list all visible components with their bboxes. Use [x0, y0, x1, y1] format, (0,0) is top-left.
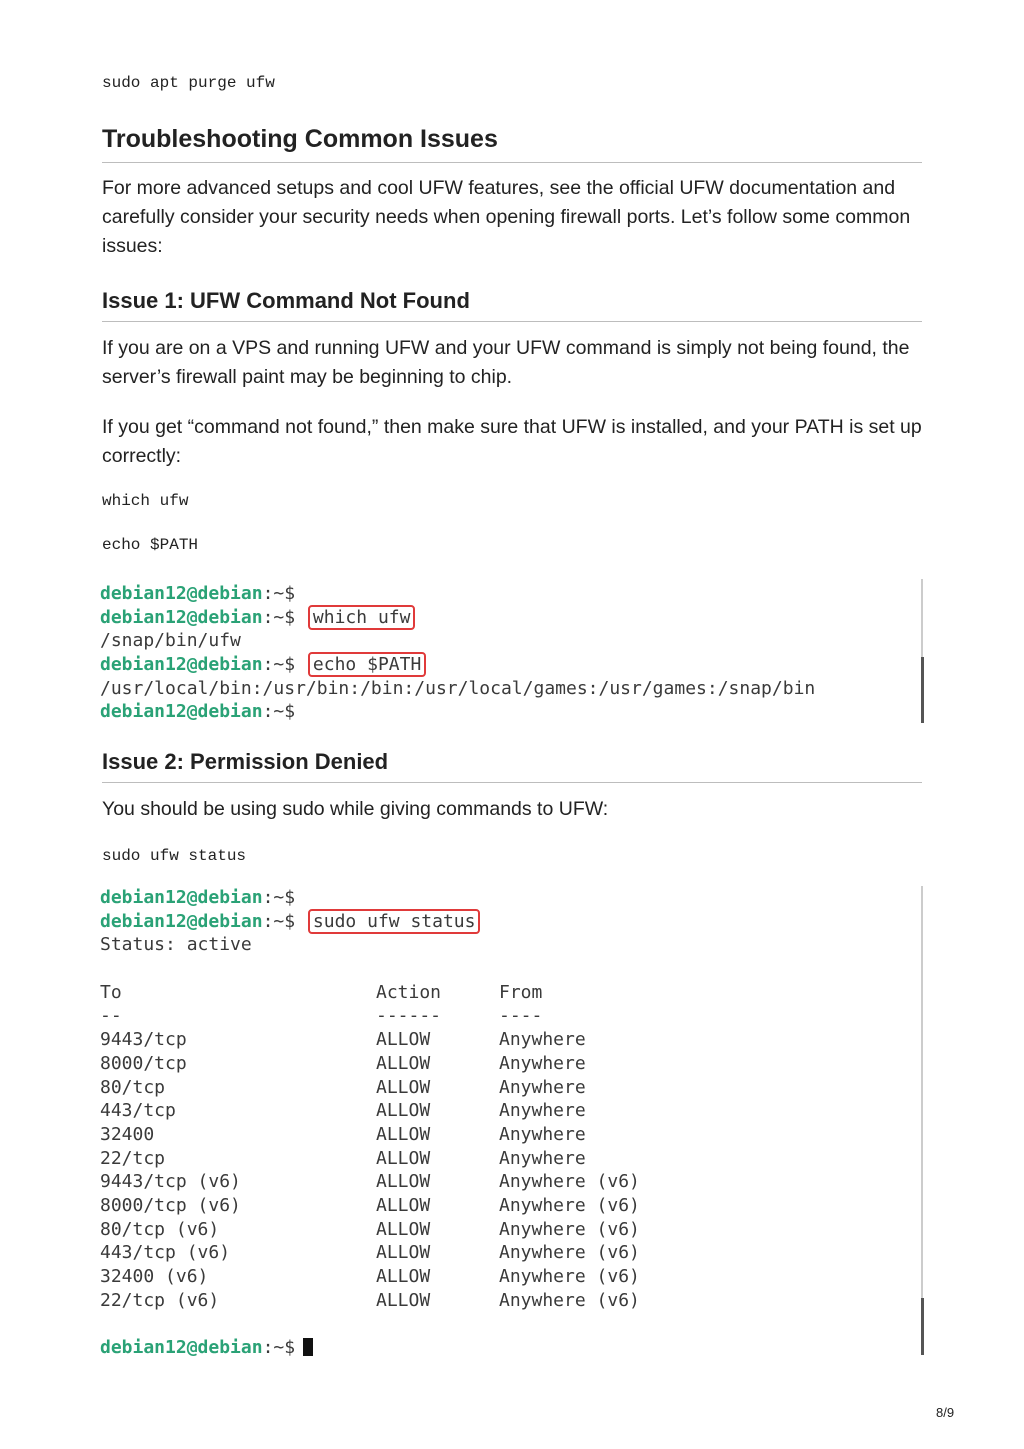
rule-action: ALLOW [376, 1266, 431, 1287]
rule-action: ALLOW [376, 1100, 431, 1122]
rule-from: Anywhere (v6) [499, 1289, 640, 1311]
terminal-line [100, 910, 921, 934]
purge-command: sudo apt purge ufw [102, 74, 275, 92]
prompt-user: debian12@debian [100, 583, 263, 604]
table-row [100, 1265, 921, 1289]
prompt-user: debian12@debian [100, 701, 263, 723]
terminal-line [100, 606, 921, 630]
rule-action: ALLOW [376, 1171, 431, 1193]
terminal-line [100, 1336, 921, 1360]
issue2-paragraph-1: You should be using sudo while giving commands to UFW: [102, 798, 609, 820]
section-title: Troubleshooting Common Issues [102, 125, 922, 163]
issue1-paragraph-1: If you are on a VPS and running UFW and your UFW command is simply not being found, the server’s firewall paint may be beginning to chip. [102, 337, 910, 388]
rule-to: 8000/tcp [100, 1052, 187, 1074]
rule-to: 22/tcp (v6) [100, 1289, 220, 1311]
rule-from: Anywhere [499, 1100, 586, 1122]
table-row [100, 1170, 921, 1194]
table-row [100, 1289, 921, 1313]
prompt-suffix: :~$ [262, 910, 296, 932]
sudo-ufw-status-command: sudo ufw status [102, 847, 247, 865]
rule-from: Anywhere [499, 1052, 586, 1074]
table-row [100, 1099, 921, 1123]
rule-from: Anywhere (v6) [499, 1218, 640, 1240]
prompt-user: debian12@debian [100, 910, 263, 932]
rule-from: Anywhere (v6) [499, 1171, 640, 1193]
terminal-line [100, 700, 921, 724]
rule-from: Anywhere [499, 1076, 586, 1098]
prompt-suffix: :~$ [262, 583, 296, 604]
table-row [100, 1218, 921, 1242]
intro-paragraph: For more advanced setups and cool UFW features, see the official UFW documentation and carefully consider your security needs when opening firewall ports. Let’s follow some common issues: [102, 177, 911, 257]
rules-table-body [100, 1028, 921, 1312]
rule-from: Anywhere [499, 1147, 586, 1169]
table-row [100, 1028, 921, 1052]
rule-action: ALLOW [376, 1242, 431, 1264]
divider-action: ------ [376, 1005, 442, 1027]
prompt-suffix: :~$ [262, 1337, 296, 1359]
rule-from: Anywhere [499, 1123, 586, 1145]
which-ufw-command: which ufw [102, 492, 189, 510]
rule-from: Anywhere (v6) [499, 1242, 640, 1264]
terminal-output: /usr/local/bin:/usr/bin:/bin:/usr/local/games:/usr/games:/snap/bin [100, 677, 816, 699]
rule-action: ALLOW [376, 1029, 431, 1051]
rule-to: 80/tcp [100, 1076, 166, 1098]
terminal-cursor [303, 1338, 313, 1356]
rule-action: ALLOW [376, 1218, 431, 1240]
rule-to: 80/tcp (v6) [100, 1218, 220, 1240]
status-output: Status: active [100, 934, 252, 956]
rule-to: 32400 (v6) [100, 1266, 209, 1287]
header-to: To [100, 981, 122, 1003]
prompt-suffix: :~$ [262, 701, 296, 723]
divider-from: ---- [499, 1005, 543, 1027]
page-number: 8/9 [936, 1405, 955, 1420]
issue1-paragraph-2: If you get “command not found,” then make sure that UFW is installed, and your PATH is set up correctly: [102, 416, 922, 467]
rule-to: 22/tcp [100, 1147, 166, 1169]
prompt-user: debian12@debian [100, 887, 263, 908]
rule-action: ALLOW [376, 1147, 431, 1169]
rule-from: Anywhere (v6) [499, 1266, 640, 1287]
prompt-suffix: :~$ [262, 654, 296, 676]
rule-action: ALLOW [376, 1289, 431, 1311]
header-from: From [499, 981, 543, 1003]
divider-to: -- [100, 1005, 122, 1027]
blank-line [100, 1312, 921, 1336]
rule-action: ALLOW [376, 1194, 431, 1216]
terminal-scrollbar [921, 1298, 924, 1355]
prompt-user: debian12@debian [100, 606, 263, 628]
rule-from: Anywhere [499, 1029, 586, 1051]
rule-action: ALLOW [376, 1052, 431, 1074]
echo-path-command: echo $PATH [102, 536, 199, 554]
highlighted-command: sudo ufw status [308, 909, 481, 934]
issue1-title: Issue 1: UFW Command Not Found [102, 288, 922, 322]
prompt-user: debian12@debian [100, 1337, 263, 1359]
blank-line [100, 957, 921, 981]
table-row [100, 1123, 921, 1147]
rules-table-header [100, 981, 921, 1005]
rule-action: ALLOW [376, 1123, 431, 1145]
rule-action: ALLOW [376, 1076, 431, 1098]
issue2-title: Issue 2: Permission Denied [102, 749, 922, 783]
table-row [100, 1076, 921, 1100]
terminal-screenshot-1 [100, 579, 923, 723]
highlighted-command: echo $PATH [308, 652, 426, 677]
rule-to: 9443/tcp (v6) [100, 1171, 241, 1193]
terminal-scrollbar [921, 657, 924, 723]
terminal-line [100, 653, 921, 677]
rule-to: 32400 [100, 1123, 155, 1145]
terminal-line [100, 886, 921, 910]
table-row [100, 1147, 921, 1171]
rule-to: 443/tcp (v6) [100, 1242, 231, 1264]
table-row [100, 1194, 921, 1218]
header-action: Action [376, 981, 442, 1003]
rule-to: 8000/tcp (v6) [100, 1194, 241, 1216]
highlighted-command: which ufw [308, 605, 416, 630]
rule-from: Anywhere (v6) [499, 1194, 640, 1216]
prompt-suffix: :~$ [262, 887, 296, 908]
table-row [100, 1241, 921, 1265]
rule-to: 9443/tcp [100, 1029, 187, 1051]
prompt-user: debian12@debian [100, 654, 263, 676]
prompt-suffix: :~$ [262, 606, 296, 628]
rule-to: 443/tcp [100, 1100, 176, 1122]
table-row [100, 1052, 921, 1076]
terminal-line [100, 582, 921, 606]
terminal-output: /snap/bin/ufw [100, 630, 241, 652]
terminal-screenshot-2 [100, 886, 923, 1359]
rules-table-divider [100, 1004, 921, 1028]
